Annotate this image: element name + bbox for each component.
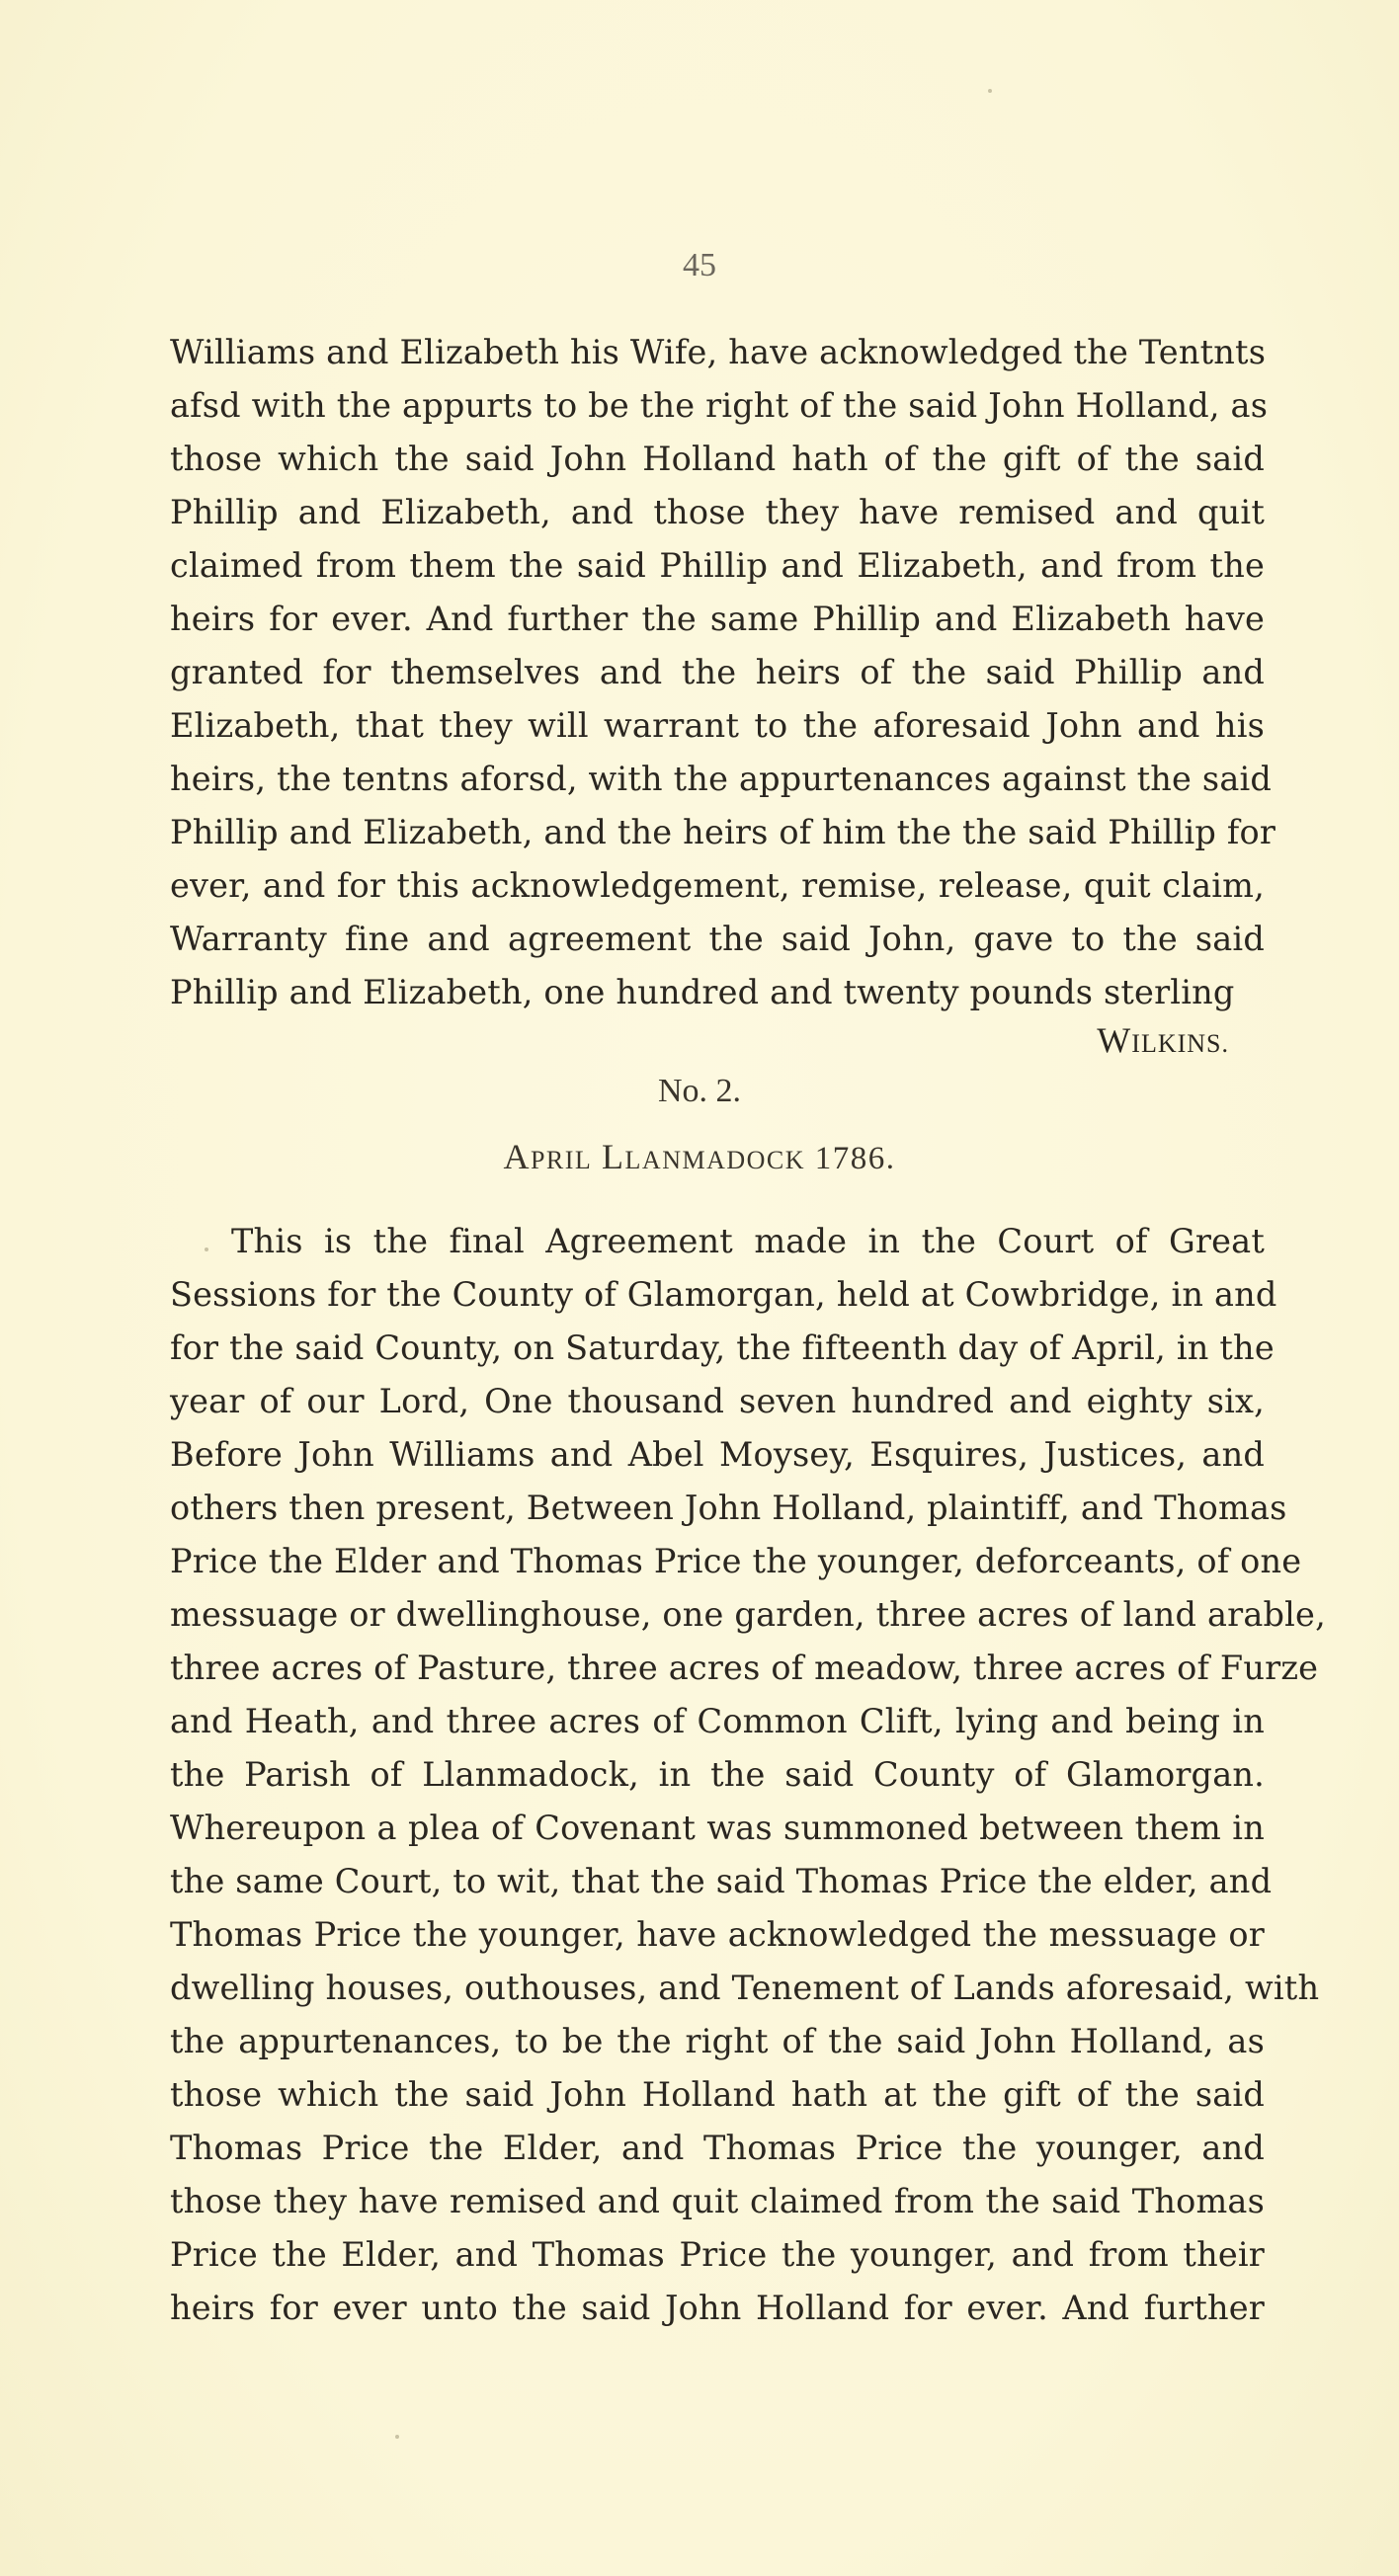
text-line: Thomas Price the Elder, and Thomas Price the younger, and [170,2129,1265,2167]
text-line: the Parish of Llanmadock, in the said County of Glamorgan. [170,1755,1265,1794]
page-number: 45 [683,247,716,283]
text-line: Warranty fine and agreement the said John, gave to the said [170,920,1265,958]
text-line: three acres of Pasture, three acres of meadow, three acres of Furze [170,1649,1319,1687]
paper-speck [988,89,992,93]
text-line: granted for themselves and the heirs of the said Phillip and [170,653,1265,691]
text-line: Sessions for the County of Glamorgan, held at Cowbridge, in and [170,1275,1277,1314]
signature [1097,1013,1229,1071]
text-line: Elizabeth, that they will warrant to the aforesaid John and his [170,706,1265,745]
text-line: for the said County, on Saturday, the fifteenth day of April, in the [170,1328,1275,1367]
text-line: This is the final Agreement made in the Court of Great [231,1222,1265,1260]
text-line: those which the said John Holland hath of the gift of the said [170,440,1265,478]
heading-word1-initial: A [503,1137,531,1176]
text-line: Phillip and Elizabeth, one hundred and twenty pounds sterling [170,973,1235,1011]
text-line: Phillip and Elizabeth, and those they have remised and quit [170,493,1265,531]
heading-word1-rest: PRIL [530,1146,593,1174]
agreement-paragraph [170,1215,1326,2335]
text-line: Thomas Price the younger, have acknowledged the messuage or [170,1915,1265,1954]
text-line: dwelling houses, outhouses, and Tenement of Lands aforesaid, with [170,1969,1320,2007]
signature-rest: ILKINS. [1131,1029,1229,1058]
heading-word2-initial: L [602,1137,625,1176]
text-line: Before John Williams and Abel Moysey, Esquires, Justices, and [170,1435,1265,1474]
heading-year: 1786. [814,1141,896,1176]
heading-word2-rest: LANMADOCK [624,1146,806,1174]
text-line: heirs for ever. And further the same Phillip and Elizabeth have [170,600,1265,638]
text-line: ever, and for this acknowledgement, remise, release, quit claim, [170,866,1265,905]
paragraph-continued [170,326,1276,1019]
paper-speck [205,1248,208,1251]
document-number-heading: No. 2. [657,1073,742,1109]
text-line: those which the said John Holland hath at the gift of the said [170,2075,1265,2114]
text-line: heirs for ever unto the said John Holland for ever. And further [170,2289,1265,2327]
text-line: others then present, Between John Holland, plaintiff, and Thomas [170,1489,1287,1527]
text-line: the same Court, to wit, that the said Thomas Price the elder, and [170,1862,1273,1900]
text-line: Williams and Elizabeth his Wife, have acknowledged the Tentnts [170,333,1267,371]
text-line: Phillip and Elizabeth, and the heirs of him the the said Phillip for [170,813,1276,851]
text-line: Price the Elder, and Thomas Price the younger, and from their [170,2235,1265,2274]
text-line: and Heath, and three acres of Common Clift, lying and being in [170,1702,1265,1740]
text-line: Whereupon a plea of Covenant was summoned between them in [170,1809,1265,1847]
text-line: Price the Elder and Thomas Price the younger, deforceants, of one [170,1542,1302,1580]
text-line: those they have remised and quit claimed from the said Thomas [170,2182,1265,2220]
signature-initial: W [1097,1020,1132,1060]
text-line: heirs, the tentns aforsd, with the appurtenances against the said [170,760,1273,798]
section-heading [0,1130,1399,1187]
text-line: afsd with the appurts to be the right of the said John Holland, as [170,386,1269,425]
text-line: messuage or dwellinghouse, one garden, three acres of land arable, [170,1595,1326,1634]
paper-speck [395,2435,399,2439]
text-line: claimed from them the said Phillip and Elizabeth, and from the [170,546,1265,585]
text-line: the appurtenances, to be the right of the said John Holland, as [170,2022,1265,2060]
text-line: year of our Lord, One thousand seven hundred and eighty six, [170,1382,1265,1420]
